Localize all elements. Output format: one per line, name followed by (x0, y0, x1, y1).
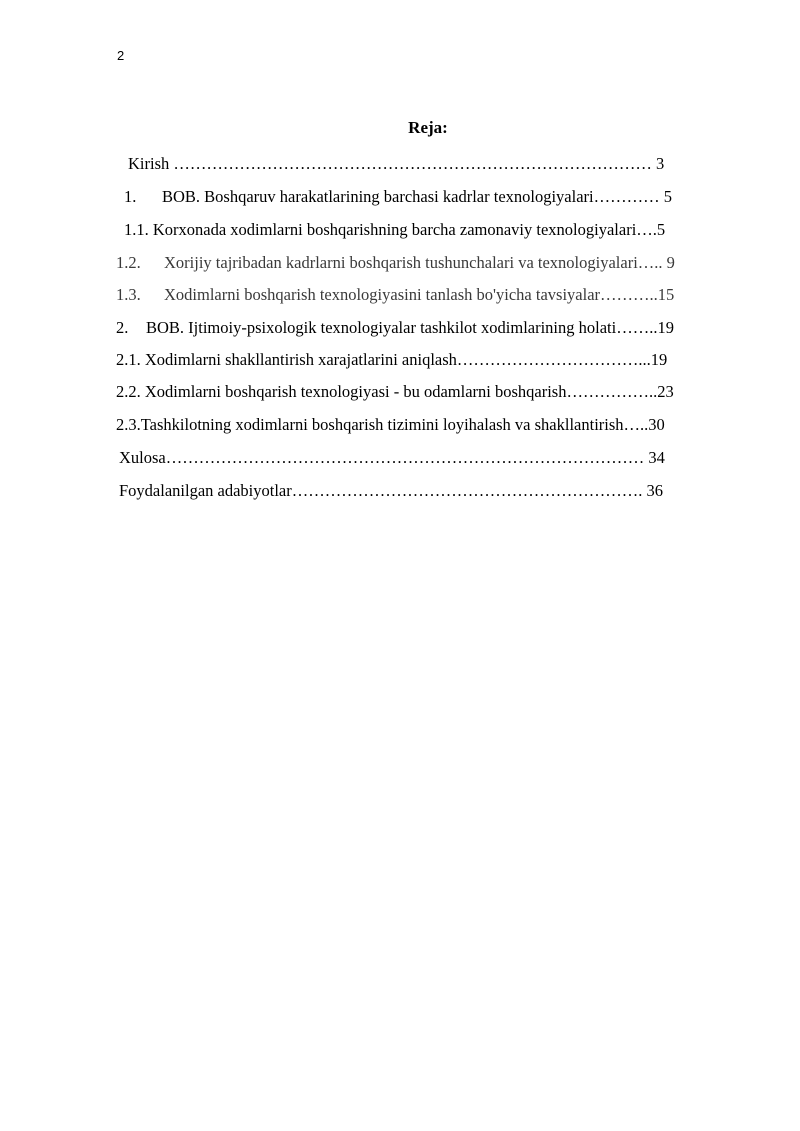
toc-item-text: Xodimlarni boshqarish texnologiyasini tanlash bo'yicha tavsiyalar………..15 (164, 285, 675, 304)
toc-item-number: 1. (124, 187, 137, 206)
toc-item-chapter-2[interactable] (116, 318, 674, 338)
toc-item-text: BOB. Ijtimoiy-psixologik texnologiyalar tashkilot xodimlarining holati……..19 (146, 318, 674, 337)
toc-item-number: 1.2. (116, 253, 141, 272)
toc-item-text: Kirish …………………………………………………………………………… 3 (128, 154, 665, 173)
toc-item-2-3[interactable] (116, 415, 665, 435)
toc-item-chapter-1[interactable] (124, 187, 672, 207)
toc-item-number: 2. (116, 318, 129, 337)
toc-item-text: BOB. Boshqaruv harakatlarining barchasi kadrlar texnologiyalari………… 5 (162, 187, 672, 206)
toc-item-text: Xorijiy tajribadan kadrlarni boshqarish tushunchalari va texnologiyalari….. 9 (164, 253, 675, 272)
toc-item-2-1[interactable] (116, 350, 667, 370)
toc-item-text: 2.3.Tashkilotning xodimlarni boshqarish tizimini loyihalash va shakllantirish…..30 (116, 415, 665, 434)
toc-item-1-3[interactable] (116, 285, 674, 305)
page-number: 2 (117, 48, 125, 63)
toc-item-text: Foydalanilgan adabiyotlar………………………………………………………. 36 (119, 481, 663, 500)
toc-item-1-2[interactable] (116, 253, 675, 273)
toc-item-2-2[interactable] (116, 382, 674, 402)
toc-item-kirish[interactable] (128, 154, 664, 174)
toc-item-1-1[interactable] (124, 220, 665, 240)
toc-item-text: Xulosa…………………………………………………………………………… 34 (119, 448, 665, 467)
toc-item-number: 1.3. (116, 285, 141, 304)
page-title: Reja: (408, 118, 448, 137)
toc-item-xulosa[interactable] (119, 448, 665, 468)
toc-item-text: 1.1. Korxonada xodimlarni boshqarishning barcha zamonaviy texnologiyalari….5 (124, 220, 666, 239)
toc-item-text: 2.2. Xodimlarni boshqarish texnologiyasi - bu odamlarni boshqarish……………..23 (116, 382, 674, 401)
toc-item-text: 2.1. Xodimlarni shakllantirish xarajatlarini aniqlash……………………………...19 (116, 350, 668, 369)
toc-item-adabiyotlar[interactable] (119, 481, 663, 501)
